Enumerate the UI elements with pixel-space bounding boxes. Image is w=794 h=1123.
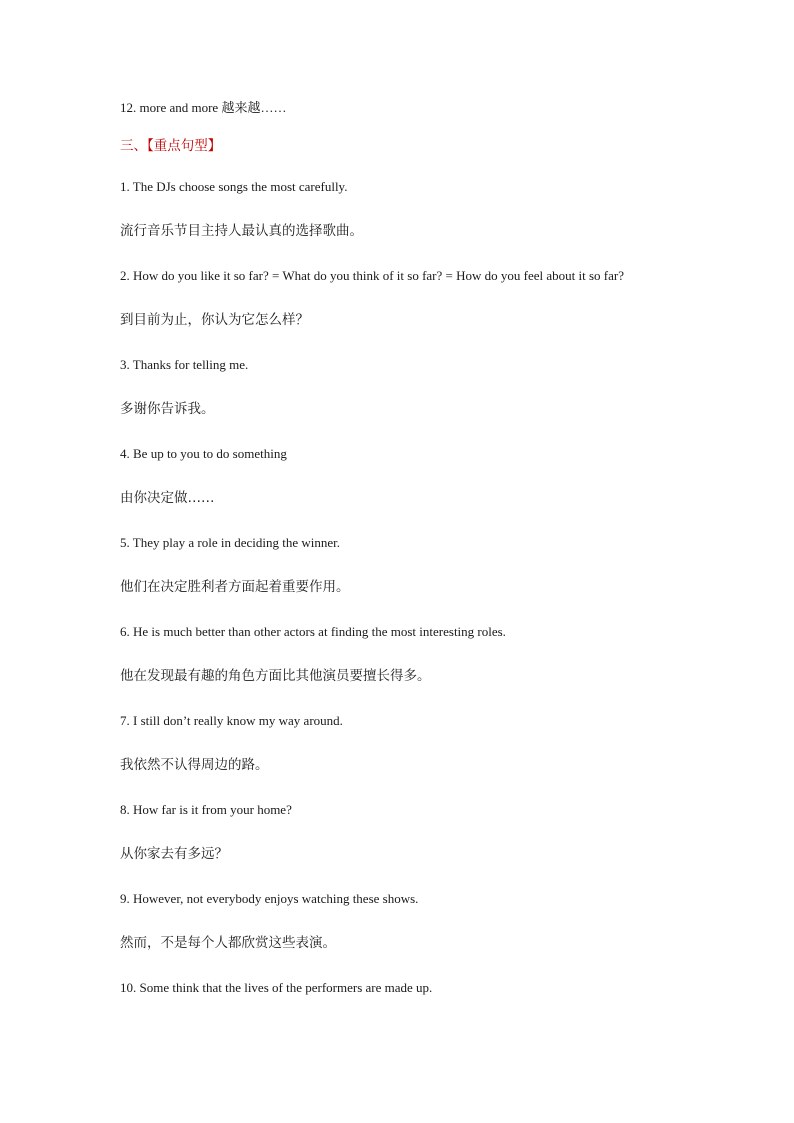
- sentence-6-english: 6. He is much better than other actors at finding the most interesting roles.: [120, 624, 506, 639]
- sentence-9-chinese: 然而，不是每个人都欣赏这些表演。: [120, 935, 336, 951]
- phrase-item-12: 12. more and more 越来越……: [120, 100, 287, 115]
- sentence-8-english: 8. How far is it from your home?: [120, 802, 292, 817]
- section-heading: 三、【重点句型】: [120, 138, 222, 154]
- sentence-6-chinese: 他在发现最有趣的角色方面比其他演员要擅长得多。: [120, 668, 431, 684]
- sentence-3-english: 3. Thanks for telling me.: [120, 357, 249, 372]
- sentence-1-chinese: 流行音乐节目主持人最认真的选择歌曲。: [120, 223, 363, 239]
- sentence-5-english: 5. They play a role in deciding the winner.: [120, 535, 340, 550]
- sentence-7-chinese: 我依然不认得周边的路。: [120, 757, 269, 773]
- sentence-7-english: 7. I still don’t really know my way around.: [120, 713, 343, 728]
- sentence-2-english: 2. How do you like it so far? = What do you think of it so far? = How do you feel about it so far?: [120, 268, 624, 283]
- sentence-2-chinese: 到目前为止，你认为它怎么样？: [120, 312, 309, 328]
- sentence-5-chinese: 他们在决定胜利者方面起着重要作用。: [120, 579, 350, 595]
- sentence-8-chinese: 从你家去有多远？: [120, 846, 228, 862]
- sentence-10-english: 10. Some think that the lives of the performers are made up.: [120, 980, 433, 995]
- sentence-4-english: 4. Be up to you to do something: [120, 446, 287, 461]
- sentence-4-chinese: 由你决定做……: [120, 490, 215, 506]
- sentence-9-english: 9. However, not everybody enjoys watching these shows.: [120, 891, 419, 906]
- sentence-3-chinese: 多谢你告诉我。: [120, 401, 215, 417]
- sentence-1-english: 1. The DJs choose songs the most carefully.: [120, 179, 348, 194]
